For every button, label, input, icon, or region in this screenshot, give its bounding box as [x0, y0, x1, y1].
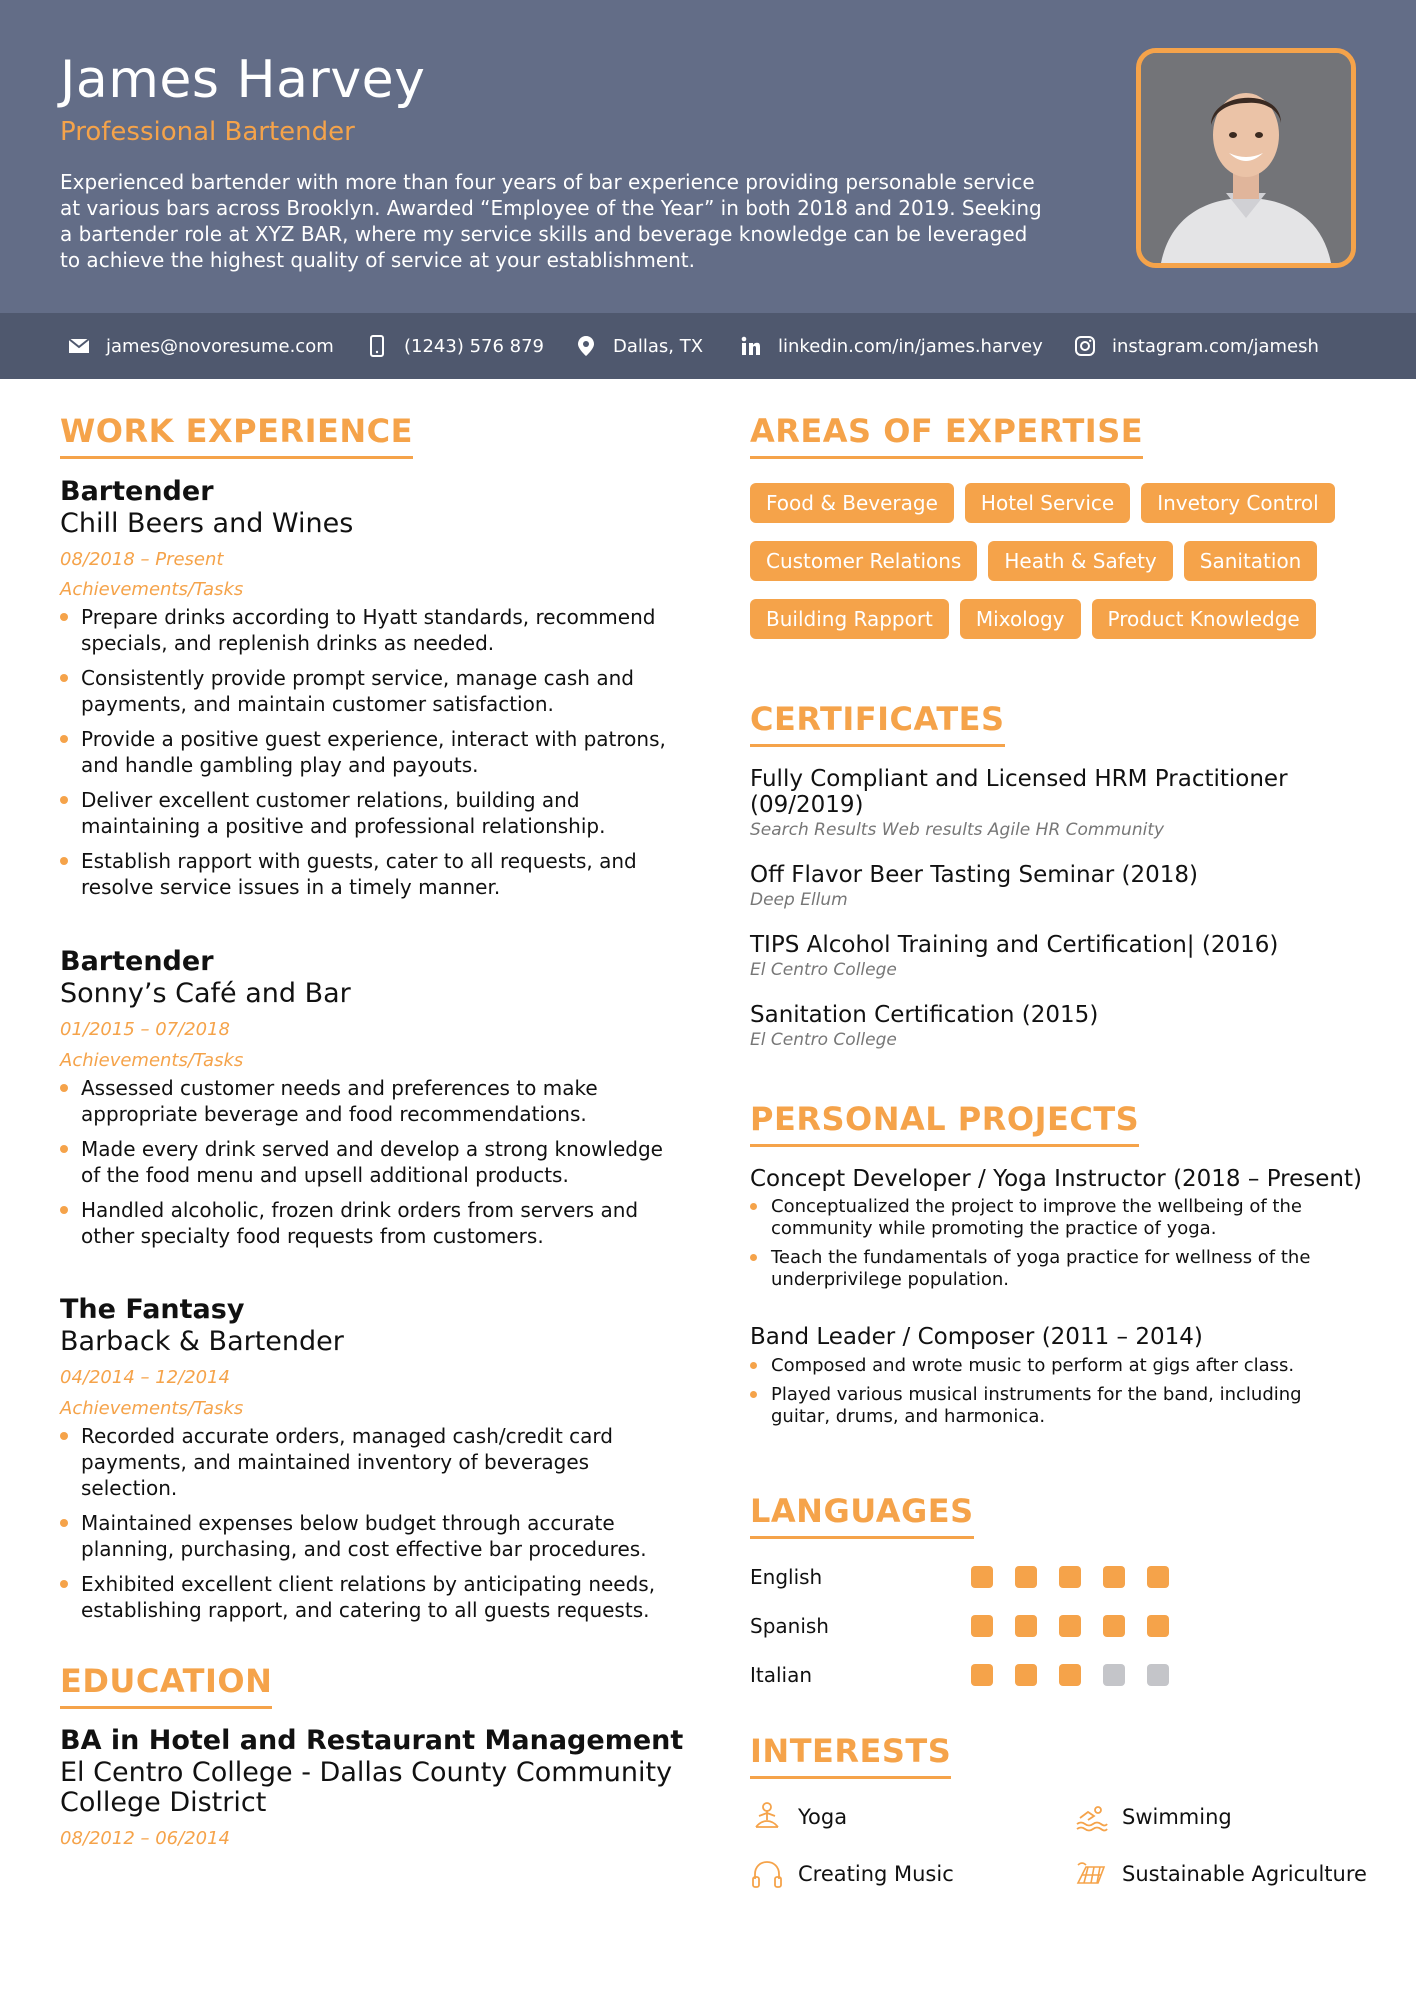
expertise-tag: Food & Beverage	[750, 483, 954, 523]
certificate-2-org: Deep Ellum	[750, 890, 848, 910]
language-1-name: English	[750, 1565, 823, 1589]
list-item: Provide a positive guest experience, interact with patrons, and handle gambling play and payouts.	[60, 726, 670, 778]
summary-text: Experienced bartender with more than four years of bar experience providing personable service at various bars across Brooklyn. Awarded “Employee of the Year” in both 2018 and 2019. Seeking a bartender role at XYZ BAR, where my service skills and beverage knowledge can be leveraged to achieve the highest quality of service at your establishment.	[60, 170, 1042, 272]
list-item: Teach the fundamentals of yoga practice for wellness of the underprivilege population.	[750, 1247, 1350, 1291]
expertise-tag: Customer Relations	[750, 541, 977, 581]
list-item: Composed and wrote music to perform at gigs after class.	[750, 1355, 1350, 1377]
candidate-name: James Harvey	[60, 50, 426, 110]
headphones-icon	[750, 1857, 784, 1891]
interest-creating-music	[750, 1857, 954, 1891]
job-2-company: Sonny’s Café and Bar	[60, 978, 351, 1009]
expertise-heading: AREAS OF EXPERTISE	[750, 412, 1143, 459]
level-dot-filled	[1147, 1615, 1169, 1637]
contact-instagram[interactable]	[1072, 313, 1319, 379]
contact-bar	[0, 313, 1416, 379]
expertise-tag: Hotel Service	[965, 483, 1130, 523]
list-item: Assessed customer needs and preferences to make appropriate beverage and food recommendations.	[60, 1075, 670, 1127]
job-3-company: Barback & Bartender	[60, 1326, 344, 1357]
project-1-bullets	[750, 1196, 1350, 1298]
expertise-tag: Building Rapport	[750, 599, 949, 639]
education-degree: BA in Hotel and Restaurant Management	[60, 1725, 684, 1756]
level-dot-filled	[1015, 1615, 1037, 1637]
contact-location	[573, 313, 703, 379]
certificates-heading: CERTIFICATES	[750, 700, 1005, 747]
list-item: Played various musical instruments for the band, including guitar, drums, and harmonica.	[750, 1384, 1350, 1428]
level-dot-filled	[1015, 1566, 1037, 1588]
expertise-tags	[750, 483, 1370, 657]
language-2-level	[971, 1615, 1191, 1637]
certificate-3-name: TIPS Alcohol Training and Certification| (2016)	[750, 932, 1279, 958]
level-dot-filled	[971, 1615, 993, 1637]
list-item: Conceptualized the project to improve the wellbeing of the community while promoting the practice of yoga.	[750, 1196, 1350, 1240]
linkedin-icon	[738, 333, 764, 359]
candidate-title: Professional Bartender	[60, 117, 355, 147]
expertise-tag: Sanitation	[1184, 541, 1318, 581]
contact-email[interactable]	[66, 313, 334, 379]
expertise-tag: Heath & Safety	[988, 541, 1172, 581]
job-1-bullets	[60, 604, 670, 909]
projects-heading: PERSONAL PROJECTS	[750, 1100, 1139, 1147]
certificate-1-org: Search Results Web results Agile HR Community	[750, 820, 1165, 840]
education-date: 08/2012 – 06/2014	[60, 1828, 230, 1849]
envelope-icon	[66, 333, 92, 359]
list-item: Deliver excellent customer relations, building and maintaining a positive and professional relationship.	[60, 787, 670, 839]
level-dot-filled	[1059, 1615, 1081, 1637]
swimming-icon	[1074, 1800, 1108, 1834]
level-dot-filled	[971, 1566, 993, 1588]
list-item: Prepare drinks according to Hyatt standards, recommend specials, and replenish drinks as needed.	[60, 604, 670, 656]
interest-label: Creating Music	[798, 1862, 954, 1886]
job-2-date: 01/2015 – 07/2018	[60, 1019, 230, 1040]
job-2-subheading: Achievements/Tasks	[60, 1050, 244, 1071]
education-heading: EDUCATION	[60, 1662, 272, 1709]
language-3-name: Italian	[750, 1663, 813, 1687]
list-item: Made every drink served and develop a strong knowledge of the food menu and upsell additional products.	[60, 1136, 670, 1188]
expertise-tag: Product Knowledge	[1092, 599, 1316, 639]
location-pin-icon	[573, 333, 599, 359]
job-2-bullets	[60, 1075, 670, 1258]
interests-heading: INTERESTS	[750, 1732, 951, 1779]
certificate-2-name: Off Flavor Beer Tasting Seminar (2018)	[750, 862, 1198, 888]
contact-phone[interactable]	[364, 313, 544, 379]
yoga-icon	[750, 1800, 784, 1834]
expertise-tag: Invetory Control	[1141, 483, 1335, 523]
job-1-company: Chill Beers and Wines	[60, 508, 354, 539]
certificate-1-name: Fully Compliant and Licensed HRM Practitioner (09/2019)	[750, 766, 1288, 818]
job-1-role: Bartender	[60, 476, 214, 507]
job-1-subheading: Achievements/Tasks	[60, 579, 244, 600]
resume-header	[0, 0, 1416, 313]
tag-row	[750, 541, 1370, 581]
list-item: Recorded accurate orders, managed cash/credit card payments, and maintained inventory of beverages selection.	[60, 1423, 670, 1501]
contact-location-text: Dallas, TX	[613, 335, 704, 357]
phone-icon	[364, 333, 390, 359]
level-dot-filled	[1015, 1664, 1037, 1686]
job-1-date: 08/2018 – Present	[60, 549, 224, 570]
language-1-level	[971, 1566, 1191, 1588]
tag-row	[750, 483, 1370, 523]
profile-photo	[1136, 48, 1356, 268]
list-item: Establish rapport with guests, cater to all requests, and resolve service issues in a timely manner.	[60, 848, 670, 900]
language-2-name: Spanish	[750, 1614, 829, 1638]
interest-label: Yoga	[798, 1805, 848, 1829]
education-school: El Centro College - Dallas County Community College District	[60, 1757, 673, 1818]
project-2-title: Band Leader / Composer (2011 – 2014)	[750, 1324, 1203, 1350]
level-dot-filled	[971, 1664, 993, 1686]
language-3-level	[971, 1664, 1191, 1686]
tag-row	[750, 599, 1370, 639]
contact-linkedin-text: linkedin.com/in/james.harvey	[778, 335, 1043, 357]
job-3-bullets	[60, 1423, 670, 1632]
list-item: Maintained expenses below budget through accurate planning, purchasing, and cost effective bar procedures.	[60, 1510, 670, 1562]
interest-yoga	[750, 1800, 847, 1834]
list-item: Consistently provide prompt service, manage cash and payments, and maintain customer satisfaction.	[60, 665, 670, 717]
job-3-date: 04/2014 – 12/2014	[60, 1367, 230, 1388]
level-dot-filled	[1059, 1664, 1081, 1686]
contact-instagram-text: instagram.com/jamesh	[1112, 335, 1319, 357]
interest-swimming	[1074, 1800, 1232, 1834]
agriculture-icon	[1074, 1857, 1108, 1891]
languages-heading: LANGUAGES	[750, 1492, 974, 1539]
profile-photo-illustration	[1141, 53, 1351, 263]
level-dot-filled	[1059, 1566, 1081, 1588]
interest-sustainable-agriculture	[1074, 1857, 1367, 1891]
interest-label: Sustainable Agriculture	[1122, 1862, 1367, 1886]
level-dot-empty	[1103, 1664, 1125, 1686]
level-dot-filled	[1147, 1566, 1169, 1588]
certificate-4-org: El Centro College	[750, 1030, 897, 1050]
contact-linkedin[interactable]	[738, 313, 1043, 379]
project-2-bullets	[750, 1355, 1350, 1435]
job-3-role: The Fantasy	[60, 1294, 245, 1325]
level-dot-empty	[1147, 1664, 1169, 1686]
interest-label: Swimming	[1122, 1805, 1232, 1829]
work-experience-heading: WORK EXPERIENCE	[60, 412, 413, 459]
contact-email-text: james@novoresume.com	[106, 335, 334, 357]
expertise-tag: Mixology	[960, 599, 1081, 639]
level-dot-filled	[1103, 1566, 1125, 1588]
project-1-title: Concept Developer / Yoga Instructor (2018 – Present)	[750, 1166, 1362, 1192]
list-item: Exhibited excellent client relations by anticipating needs, establishing rapport, and catering to all guests requests.	[60, 1571, 670, 1623]
job-3-subheading: Achievements/Tasks	[60, 1398, 244, 1419]
contact-phone-text: (1243) 576 879	[404, 335, 545, 357]
list-item: Handled alcoholic, frozen drink orders from servers and other specialty food requests from customers.	[60, 1197, 670, 1249]
level-dot-filled	[1103, 1615, 1125, 1637]
instagram-icon	[1072, 333, 1098, 359]
job-2-role: Bartender	[60, 946, 214, 977]
certificate-4-name: Sanitation Certification (2015)	[750, 1002, 1099, 1028]
certificate-3-org: El Centro College	[750, 960, 897, 980]
